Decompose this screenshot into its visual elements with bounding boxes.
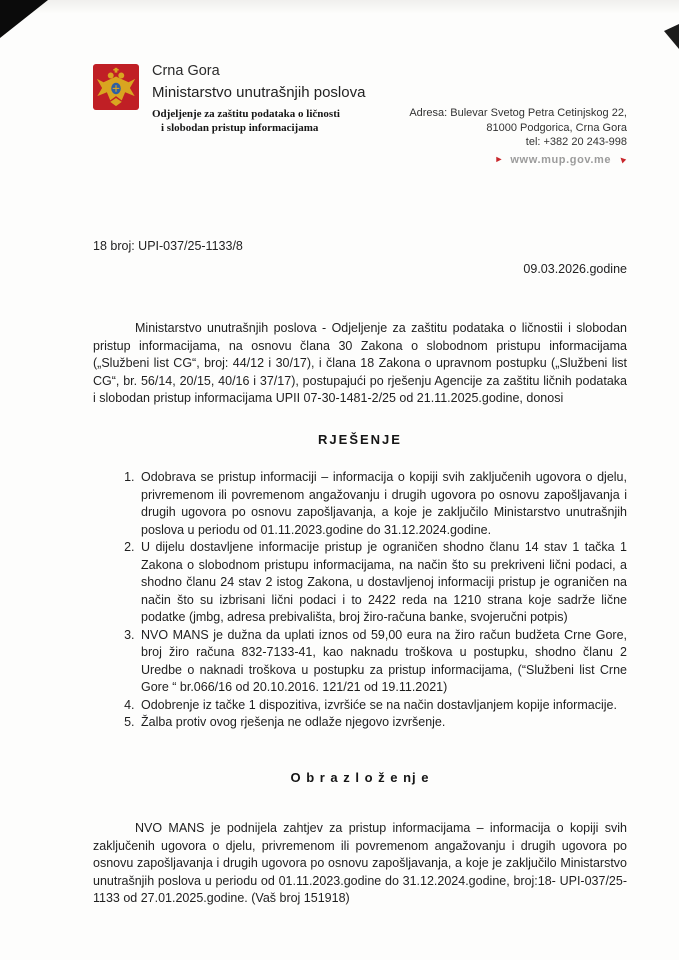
website-arrow-right-icon: ► (615, 153, 629, 167)
country-name: Crna Gora (152, 63, 220, 79)
address-line2: 81000 Podgorica, Crna Gora (486, 121, 627, 134)
scan-artifact-top-right (664, 24, 679, 49)
phone-number: tel: +382 20 243-998 (525, 136, 627, 148)
explanation-paragraph: NVO MANS je podnijela zahtjev za pristup informacijama – informacija o kopiji svih zaključenih ugovora o djelu, privremenom ili povremenom angažovanju i drugih ugovora po osnovu zapošljavanja i drugih ugovora po osnovu zapošljavanja, a koje je zaključilo Ministarstvo unutrašnjih poslova u periodu od 01.11.2023.godine do 31.12.2024.godine, broj:18- UPI-037/25-1133 od 27.01.2025.godine. (Vaš broj 151918) (93, 821, 627, 905)
coat-of-arms-icon (93, 64, 139, 110)
intro-paragraph: Ministarstvo unutrašnjih poslova - Odjeljenje za zaštitu podataka o ličnostii i slobodan pristup informacijama, na osnovu člana 30 Zakona o slobodnom pristupu informacijama („Službeni list CG“, broj: 44/12 i 30/17), i člana 18 Zakona o upravnom postupku („Službeni list CG“, br. 56/14, 20/15, 40/16 i 37/17), postupajući po rješenju Agencije za zaštitu ličnih podataka i slobodan pristup informacijama UPII 07-30-1481-2/25 od 21.11.2025.godine, donosi (93, 321, 627, 405)
address-line1: Adresa: Bulevar Svetog Petra Cetinjskog 22, (409, 107, 627, 119)
decision-item-2: 2. U dijelu dostavljene informacije pristup je ograničen shodno članu 14 stav 1 tačka 1 Zakona o slobodnom pristupu informacijama, na način što su prekriveni lični podaci, a shodno članu 24 stav 2 istog Zakona, u dostavljenoj informaciji pristup je ograničen na način što su izbrisani lični podaci i to 2422 reda na 1210 strana koje sadrže lične podatke (jmbg, adresa prebivališta, broj žiro-računa banke, svojeručni potpis) (138, 539, 627, 627)
department-line2: i slobodan pristup informacijama (161, 122, 319, 134)
decision-title: RJEŠENJE (318, 431, 402, 447)
department-line1: Odjeljenje za zaštitu podataka o ličnosti (152, 108, 340, 120)
scan-artifact-top-left (0, 0, 48, 38)
website-text: www.mup.gov.me (510, 153, 612, 166)
document-date: 09.03.2026.godine (523, 261, 627, 276)
decision-item-5: 5. Žalba protiv ovog rješenja ne odlaže njegovo izvršenje. (138, 714, 627, 732)
contact-block (409, 106, 627, 167)
decision-items-list (93, 469, 627, 732)
decision-item-4: 4. Odobrenje iz tačke 1 dispozitiva, izvršiće se na način dostavljanjem kopije informacije. (138, 697, 627, 715)
department-name (152, 107, 365, 135)
explanation-title: O b r a z l o ž e nj e (290, 769, 430, 785)
document-body (93, 238, 627, 908)
scan-top-edge (0, 0, 679, 14)
decision-item-1: 1. Odobrava se pristup informaciji – informacija o kopiji svih zaključenih ugovora o djelu, privremenom ili povremenom angažovanju i drugih ugovora po osnovu zapošljavanja i drugih ugovora po osnovu zapošljavanja, a koje je zaključilo Ministarstvo unutrašnjih poslova u periodu od 01.11.2023.godine do 31.12.2024.godine. (138, 469, 627, 539)
decision-item-3: 3. NVO MANS je dužna da uplati iznos od 59,00 eura na žiro račun budžeta Crne Gore, broj žiro računa 832-7133-41, kao naknadu troškova u postupku, shodno članu 2 Uredbe o naknadi troškova u postupku za pristup informacijama, (“Službeni list Crne Gore “ br.066/16 od 20.10.2016. 121/21 od 19.11.2021) (138, 627, 627, 697)
website-arrow-left-icon: ► (494, 154, 504, 165)
website-row (409, 153, 627, 168)
ministry-name: Ministarstvo unutrašnjih poslova (152, 84, 366, 101)
letterhead (93, 62, 627, 174)
case-number: 18 broj: UPI-037/25-1133/8 (93, 239, 243, 253)
letterhead-titles (152, 62, 365, 135)
